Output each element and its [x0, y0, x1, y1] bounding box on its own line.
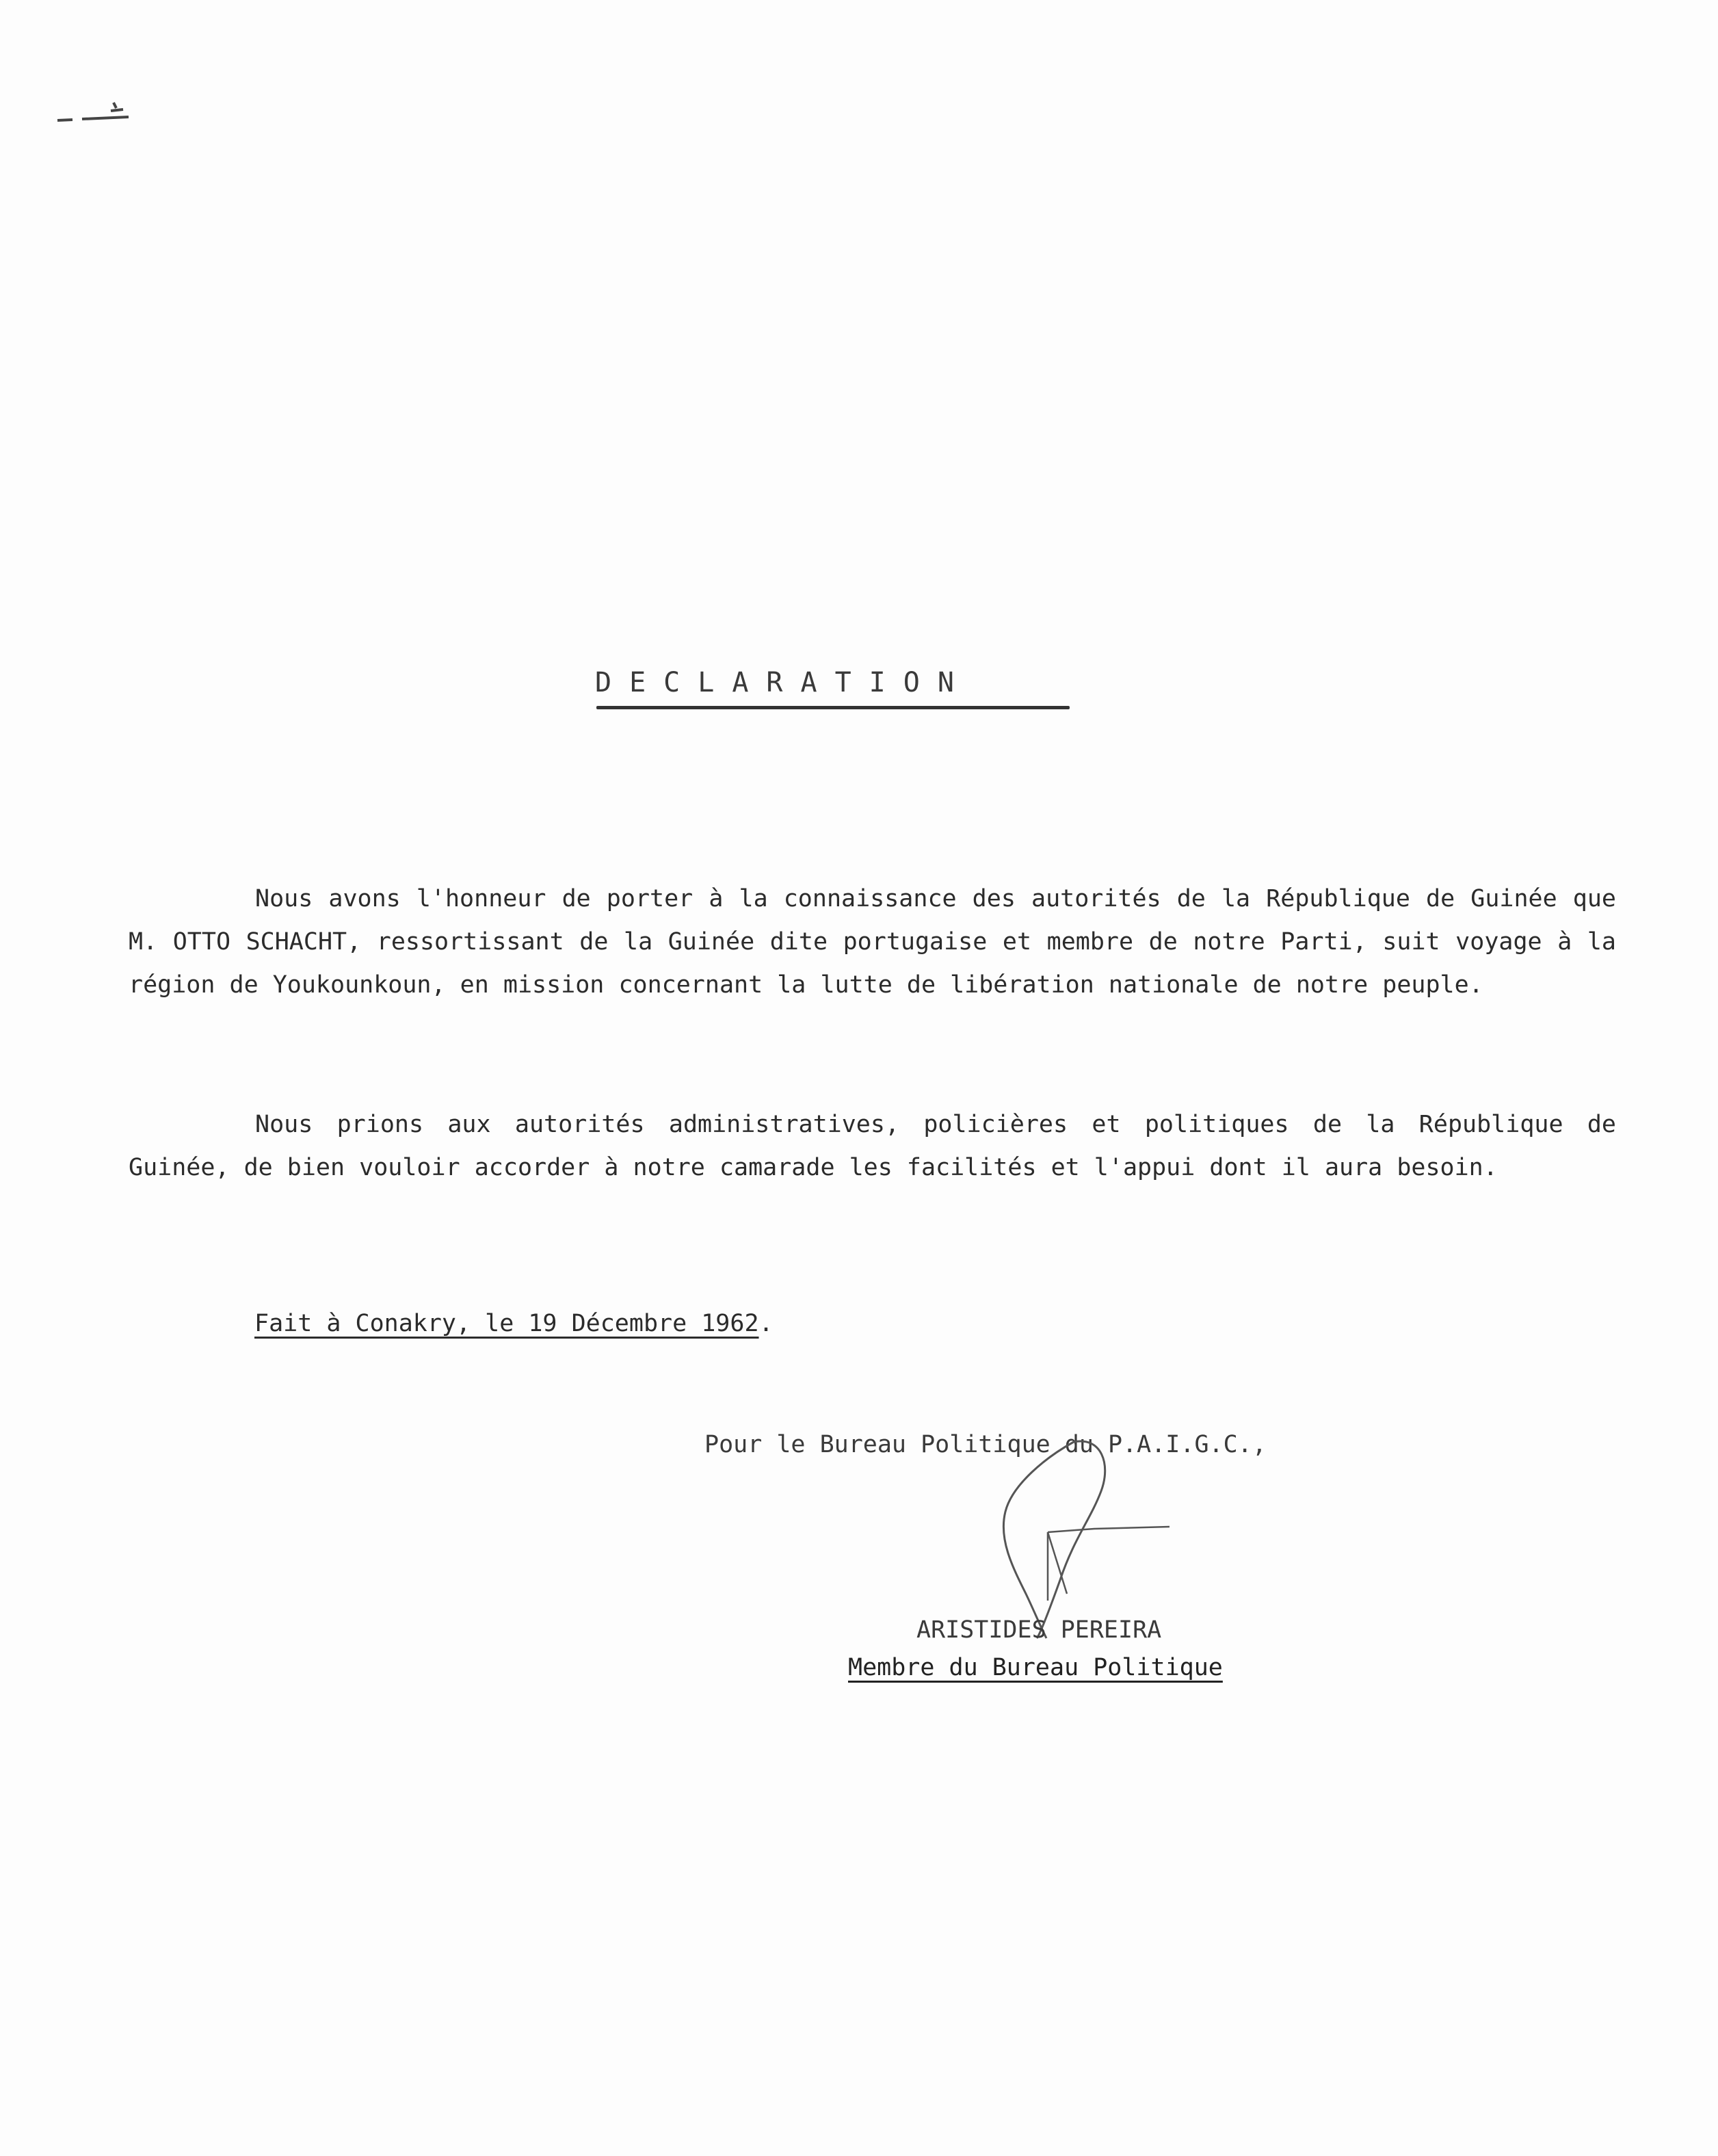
signer-name: ARISTIDES PEREIRA — [916, 1616, 1162, 1644]
paragraph-1-text: Nous avons l'honneur de porter à la connaissance des autorités de la République de Guinée que M. OTTO SCHACHT, ressortissant de la Guinée dite portugaise et membre de notre Parti, suit voyage à la région de Youkounkoun, en mission concernant la lutte de libération nationale de notre peuple. — [129, 885, 1616, 999]
on-behalf-line: Pour le Bureau Politique du P.A.I.G.C., — [704, 1431, 1267, 1458]
paragraph-2-text: Nous prions aux autorités administratives, policières et politiques de la République de Guinée, de bien vouloir accorder à notre camarade les facilités et l'appui dont il aura besoin. — [129, 1111, 1616, 1181]
signer-role: Membre du Bureau Politique — [848, 1654, 1223, 1681]
paragraph-2 — [129, 1103, 1616, 1189]
place-date-text: Fait à Conakry, le 19 Décembre 1962 — [254, 1310, 759, 1337]
handwritten-signature — [971, 1436, 1197, 1642]
corner-mark-icon — [53, 94, 135, 129]
paragraph-1 — [129, 878, 1616, 1007]
document-title: DECLARATION — [595, 667, 972, 698]
title-underline — [596, 706, 1070, 709]
place-and-date — [254, 1310, 774, 1337]
place-date-period: . — [758, 1310, 774, 1337]
